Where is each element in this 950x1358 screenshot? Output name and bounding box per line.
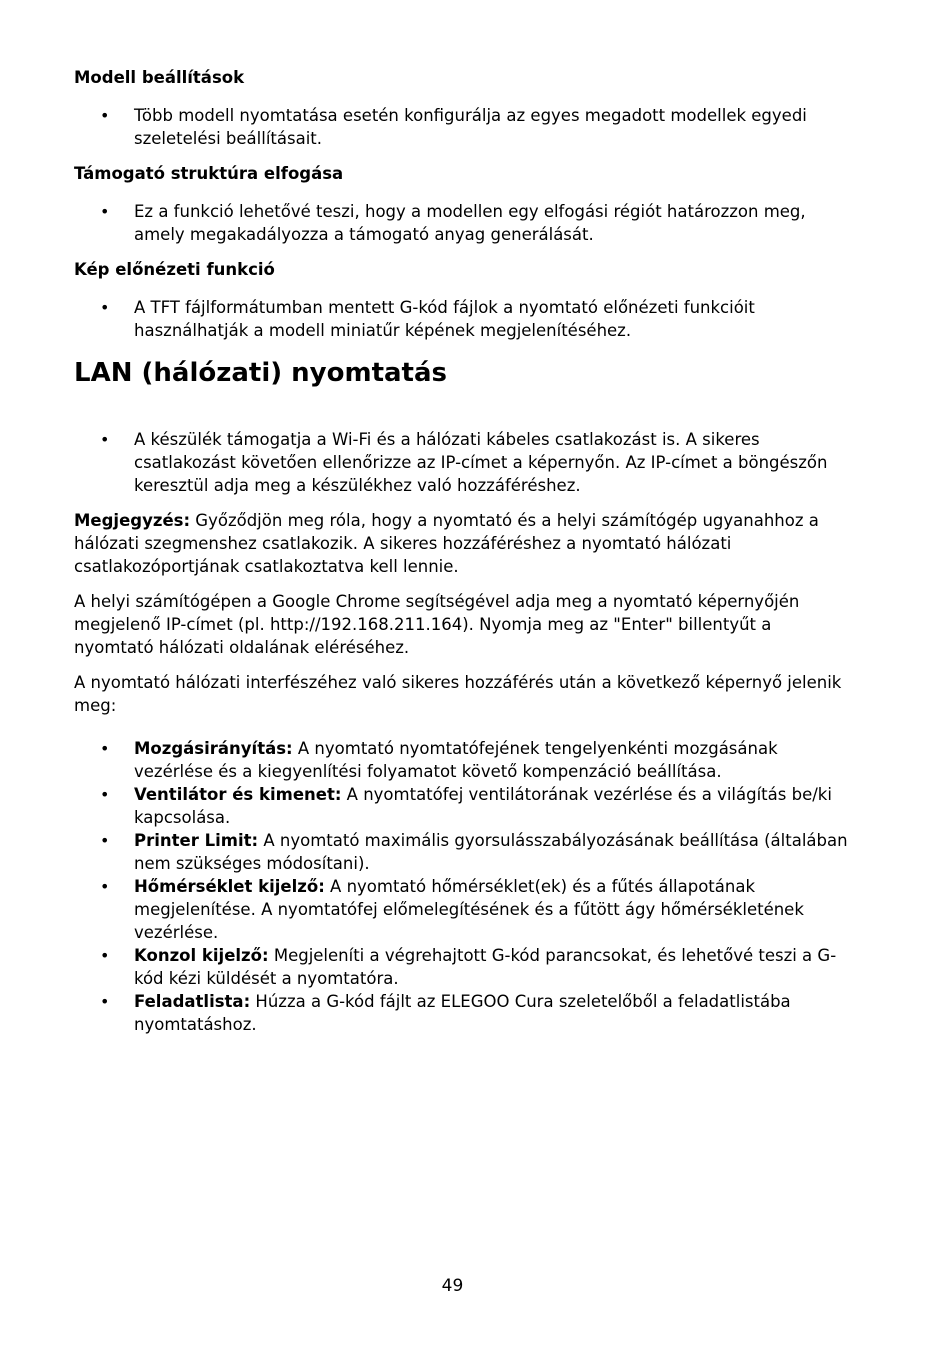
feature-label: Feladatlista: bbox=[134, 992, 251, 1011]
feature-list bbox=[74, 737, 854, 1036]
bullet-icon: • bbox=[100, 831, 110, 850]
feature-label: Ventilátor és kimenet: bbox=[134, 785, 342, 804]
feature-label: Mozgásirányítás: bbox=[134, 739, 293, 758]
feature-text: A nyomtatófej ventilátorának vezérlése és a világítás be/ki kapcsolása. bbox=[134, 785, 832, 827]
section-heading: Kép előnézeti funkció bbox=[74, 260, 275, 279]
bullet-icon: • bbox=[100, 106, 110, 125]
bullet-icon: • bbox=[100, 992, 110, 1011]
chrome-paragraph: A helyi számítógépen a Google Chrome segítségével adja meg a nyomtató képernyőjén megjelenő IP-címet (pl. http://192.168.211.164). Nyomja meg az "Enter" billentyűt a nyomtató hálózati oldalának eléréséhez. bbox=[74, 592, 800, 657]
feature-label: Hőmérséklet kijelző: bbox=[134, 877, 325, 896]
feature-text: A nyomtató nyomtatófejének tengelyenkénti mozgásának vezérlése és a kiegyenlítési folyamatot követő kompenzáció beállítása. bbox=[134, 739, 778, 781]
note-paragraph bbox=[74, 509, 854, 578]
feature-label: Printer Limit: bbox=[134, 831, 259, 850]
feature-label: Konzol kijelző: bbox=[134, 946, 269, 965]
list-item-text: Ez a funkció lehetővé teszi, hogy a modellen egy elfogási régiót határozzon meg, amely megakadályozza a támogató anyag generálását. bbox=[134, 202, 806, 244]
bullet-icon: • bbox=[100, 430, 110, 449]
feature-item-console bbox=[74, 944, 854, 990]
bullet-list bbox=[74, 104, 854, 150]
note-label: Megjegyzés: bbox=[74, 511, 191, 530]
bullet-icon: • bbox=[100, 202, 110, 221]
feature-item-temperature bbox=[74, 875, 854, 944]
note-text: Győződjön meg róla, hogy a nyomtató és a helyi számítógép ugyanahhoz a hálózati szegmenshez csatlakozik. A sikeres hozzáféréshez a nyomtató hálózati csatlakozóportjának csatlakoztatva kell lennie. bbox=[74, 511, 819, 576]
list-item bbox=[74, 428, 854, 497]
bullet-list bbox=[74, 200, 854, 246]
list-item-text: A készülék támogatja a Wi-Fi és a hálózati kábeles csatlakozást is. A sikeres csatlakozást követően ellenőrizze az IP-címet a képernyőn. Az IP-címet a böngészőn keresztül adja meg a készülékhez való hozzáféréshez. bbox=[134, 430, 828, 495]
feature-text: A nyomtató maximális gyorsulásszabályozásának beállítása (általában nem szükséges módosítani). bbox=[134, 831, 848, 873]
bullet-icon: • bbox=[100, 739, 110, 758]
interface-paragraph: A nyomtató hálózati interfészéhez való sikeres hozzáférés után a következő képernyő jelenik meg: bbox=[74, 673, 842, 715]
list-item bbox=[74, 104, 854, 150]
feature-item-motion bbox=[74, 737, 854, 783]
list-item-text: A TFT fájlformátumban mentett G-kód fájlok a nyomtató előnézeti funkcióit használhatják a modell miniatűr képének megjelenítéséhez. bbox=[134, 298, 755, 340]
section-support-blocker bbox=[74, 162, 854, 246]
section-heading: Modell beállítások bbox=[74, 68, 245, 87]
section-model-settings bbox=[74, 66, 854, 150]
bullet-icon: • bbox=[100, 877, 110, 896]
bullet-icon: • bbox=[100, 785, 110, 804]
document-page bbox=[74, 66, 854, 1048]
section-image-preview bbox=[74, 258, 854, 342]
lan-intro-list bbox=[74, 428, 854, 497]
feature-text: Húzza a G-kód fájlt az ELEGOO Cura szeletelőből a feladatlistába nyomtatáshoz. bbox=[134, 992, 791, 1034]
feature-item-fan bbox=[74, 783, 854, 829]
bullet-list bbox=[74, 296, 854, 342]
list-item bbox=[74, 296, 854, 342]
bullet-icon: • bbox=[100, 298, 110, 317]
page-number: 49 bbox=[441, 1276, 464, 1296]
feature-text: A nyomtató hőmérséklet(ek) és a fűtés állapotának megjelenítése. A nyomtatófej előmelegítésének és a fűtött ágy hőmérsékletének vezérlése. bbox=[134, 877, 804, 942]
feature-text: Megjeleníti a végrehajtott G-kód parancsokat, és lehetővé teszi a G-kód kézi küldését a nyomtatóra. bbox=[134, 946, 837, 988]
list-item bbox=[74, 200, 854, 246]
lan-printing-title: LAN (hálózati) nyomtatás bbox=[74, 358, 448, 388]
bullet-icon: • bbox=[100, 946, 110, 965]
list-item-text: Több modell nyomtatása esetén konfigurálja az egyes megadott modellek egyedi szeletelési beállításait. bbox=[134, 106, 807, 148]
section-heading: Támogató struktúra elfogása bbox=[74, 164, 344, 183]
feature-item-limit bbox=[74, 829, 854, 875]
feature-item-tasklist bbox=[74, 990, 854, 1036]
